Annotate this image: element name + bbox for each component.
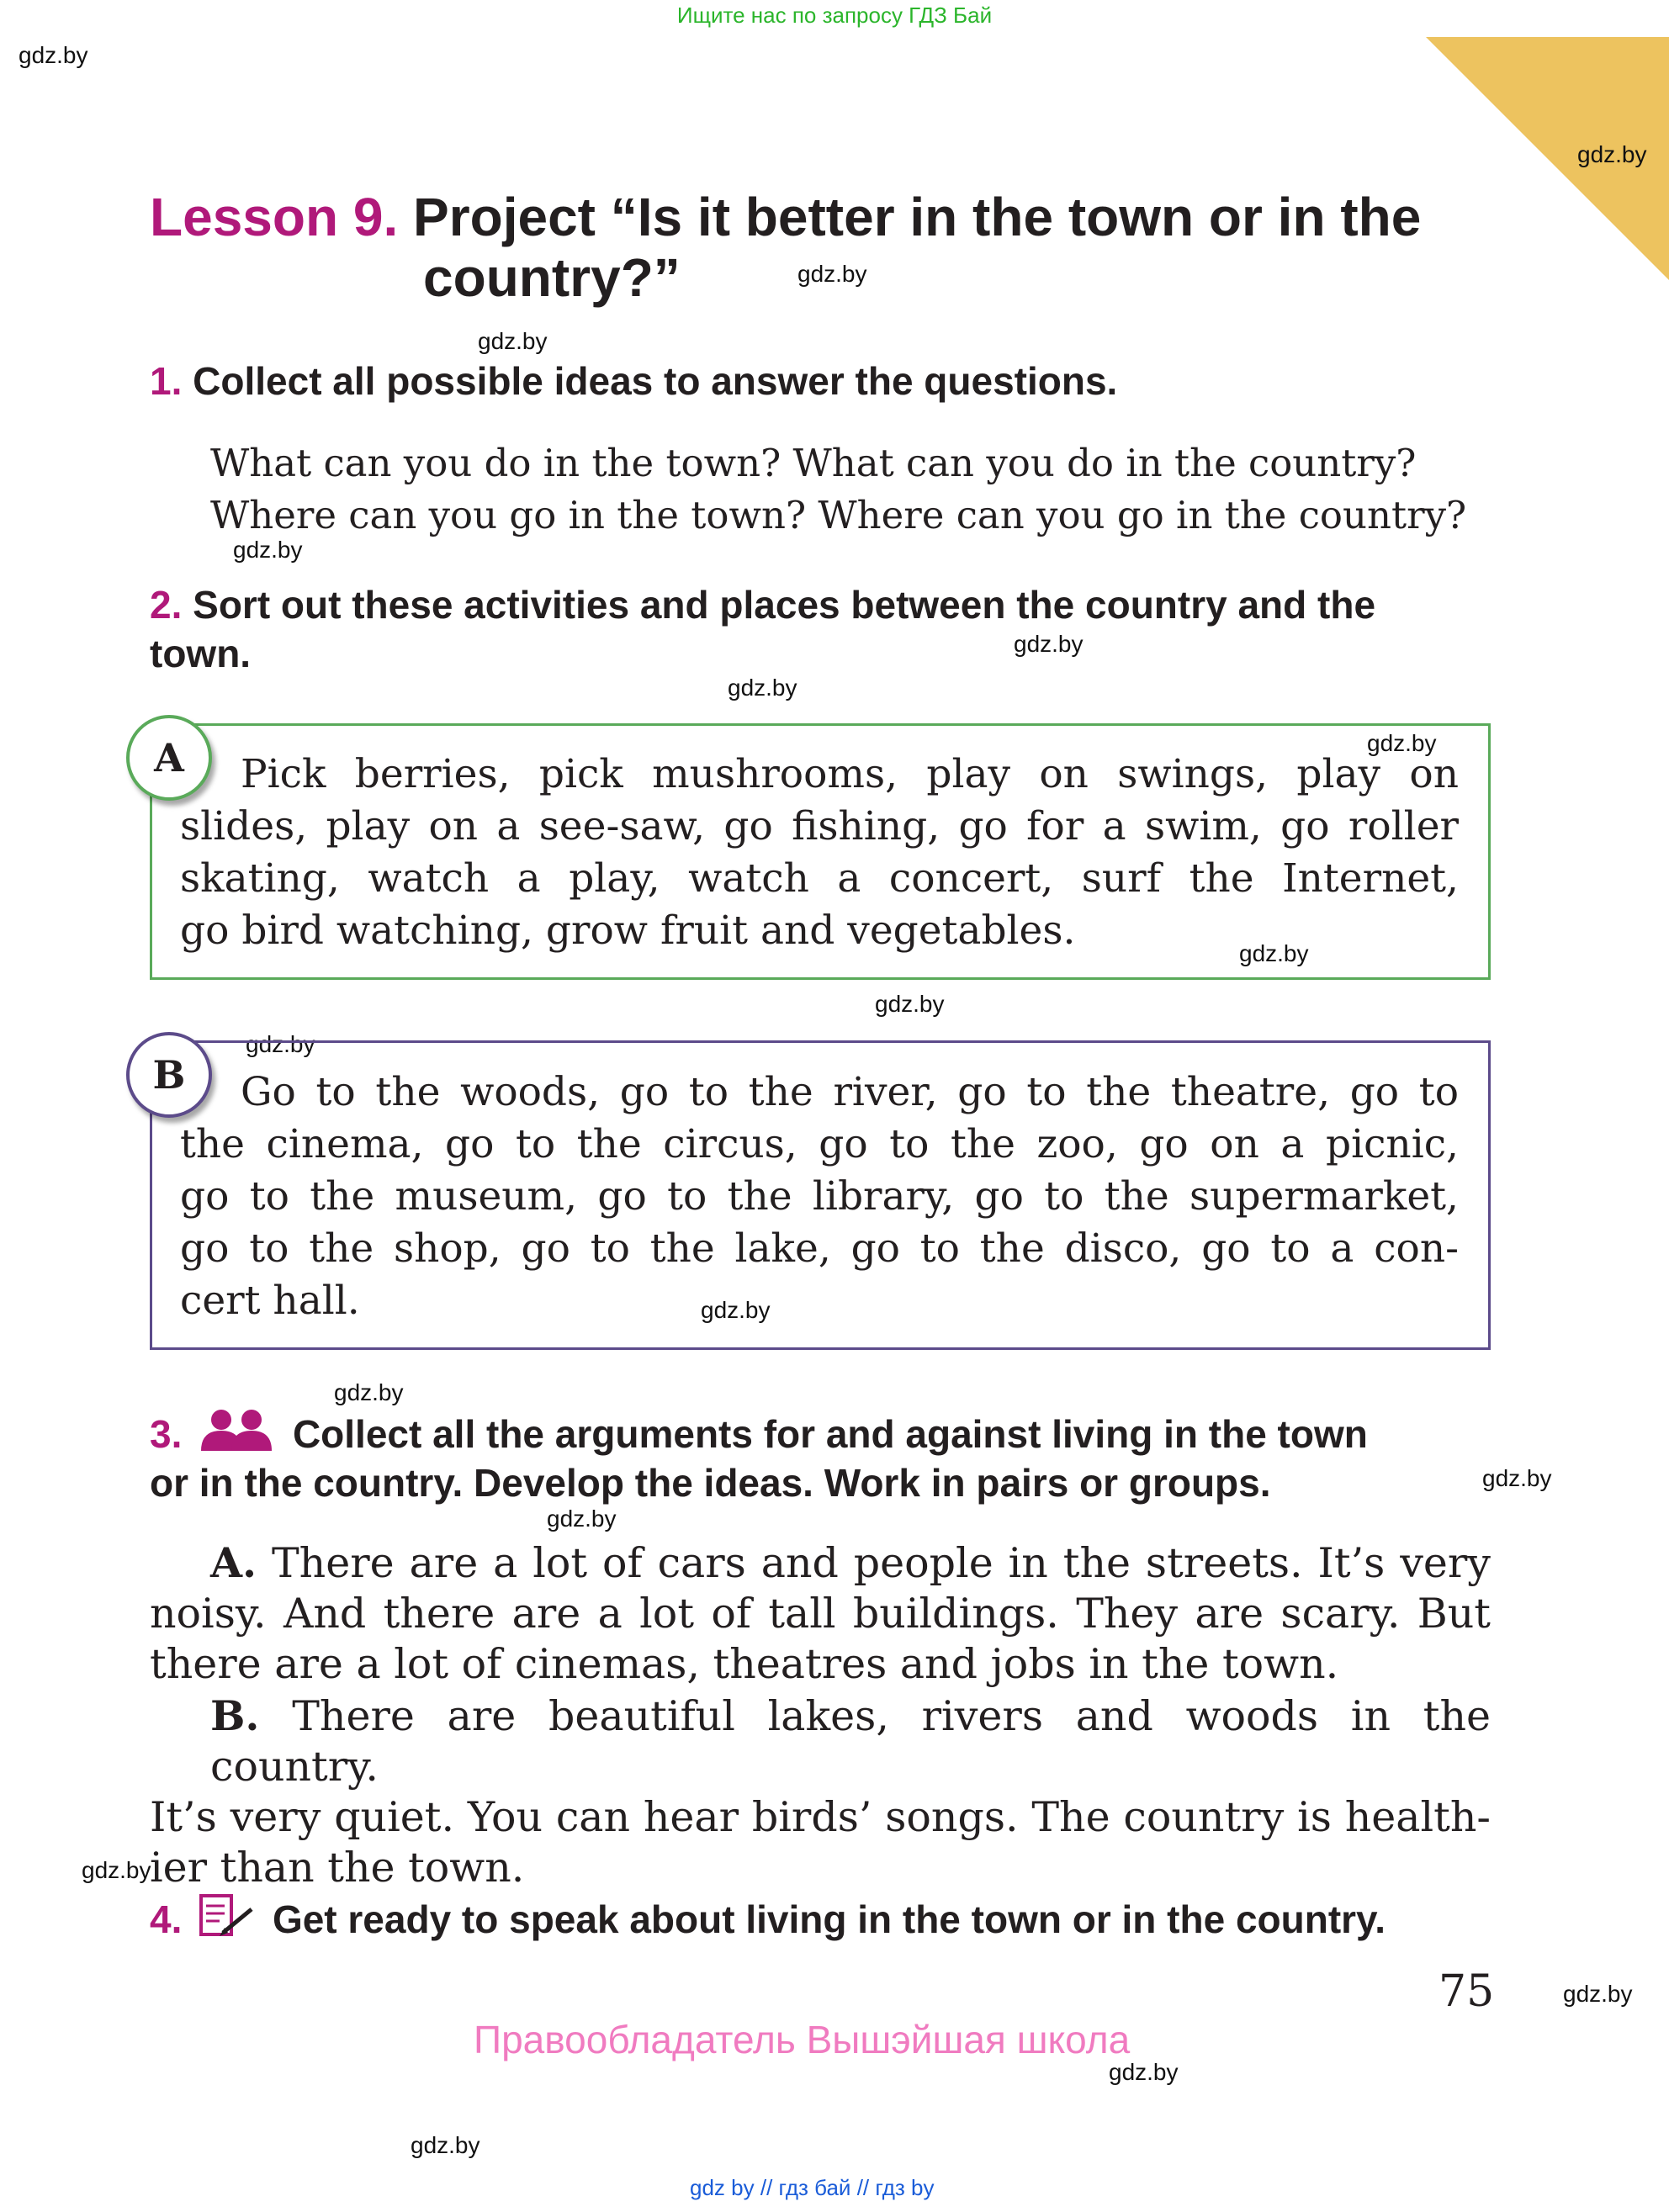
watermark: gdz.by — [1109, 2059, 1179, 2085]
watermark: gdz.by — [478, 328, 548, 354]
title-line-2: country?” — [423, 247, 681, 308]
lesson-number: Lesson 9. — [150, 187, 399, 247]
watermark: gdz.by — [1482, 1465, 1552, 1491]
argument-a — [150, 1537, 1491, 1690]
task-3-line-1: Collect all the arguments for and against living in the town — [292, 1412, 1368, 1456]
footer-separator: // — [856, 2175, 870, 2200]
task-3-heading — [150, 1409, 1491, 1507]
watermark: gdz.by — [334, 1379, 404, 1405]
argument-a-line: There are a lot of cars and people in the streets. It’s very — [272, 1539, 1491, 1587]
pair-work-icon — [199, 1409, 275, 1453]
footer-separator: // — [760, 2175, 773, 2200]
footer-link[interactable]: гдз бай — [778, 2175, 851, 2200]
box-b-badge: B — [126, 1032, 212, 1118]
watermark: gdz.by — [233, 537, 303, 563]
watermark: gdz.by — [701, 1297, 771, 1323]
watermark: gdz.by — [875, 991, 945, 1017]
copyright-notice: Правообладатель Вышэйшая школа — [474, 2018, 1131, 2061]
task-number: 3. — [150, 1412, 183, 1456]
watermark: gdz.by — [1367, 730, 1437, 756]
task-4-text: Get ready to speak about living in the town or in the country. — [272, 1897, 1386, 1941]
page-title — [150, 187, 1421, 247]
box-b-line: go to the museum, go to the library, go to the supermarket, — [180, 1173, 1459, 1220]
argument-b-label: B. — [210, 1691, 260, 1740]
question-line: What can you do in the town? What can you do in the country? — [210, 441, 1417, 485]
search-hint[interactable]: Ищите нас по запросу ГДЗ Бай — [676, 3, 993, 28]
watermark: gdz.by — [19, 42, 88, 68]
writing-icon — [198, 1892, 257, 1939]
argument-b-line: It’s very quiet. You can hear birds’ songs. The country is health- — [150, 1793, 1491, 1841]
task-1-text: Collect all possible ideas to answer the questions. — [193, 359, 1118, 403]
box-a-line: slides, play on a see-saw, go fishing, go for a swim, go roller — [180, 803, 1459, 849]
box-b-text — [180, 1066, 1459, 1327]
argument-b-line: ier than the town. — [150, 1844, 525, 1892]
box-b-line: the cinema, go to the circus, go to the zoo, go on a picnic, — [180, 1121, 1459, 1167]
task-1-questions — [210, 437, 1489, 542]
watermark: gdz.by — [1014, 631, 1084, 657]
watermark: gdz.by — [797, 261, 867, 287]
watermark: gdz.by — [1577, 141, 1647, 167]
argument-b-line: There are beautiful lakes, rivers and woods in the country. — [210, 1692, 1492, 1791]
footer-link[interactable]: гдз by — [875, 2175, 935, 2200]
task-1-heading — [150, 357, 1117, 405]
argument-a-line: there are a lot of cinemas, theatres and jobs in the town. — [150, 1640, 1339, 1688]
footer-links — [690, 2175, 934, 2201]
footer-link[interactable]: gdz by — [690, 2175, 755, 2200]
watermark: gdz.by — [246, 1031, 315, 1057]
box-a-text — [180, 749, 1459, 957]
task-number: 1. — [150, 359, 183, 403]
watermark: gdz.by — [411, 2132, 480, 2158]
box-a-line: Pick berries, pick mushrooms, play on swings, play on — [241, 751, 1459, 797]
task-2-line-2: town. — [150, 632, 252, 675]
argument-a-label: A. — [210, 1538, 257, 1587]
title-line-1: Project “Is it better in the town or in the — [413, 187, 1422, 247]
box-a-badge: A — [126, 715, 212, 801]
page-number: 75 — [1439, 1966, 1495, 2017]
watermark: gdz.by — [1563, 1981, 1633, 2007]
watermark: gdz.by — [82, 1857, 151, 1883]
watermark: gdz.by — [728, 675, 797, 701]
task-2-line-1: Sort out these activities and places between the country and the — [193, 583, 1376, 627]
watermark: gdz.by — [547, 1506, 617, 1532]
task-3-line-2: or in the country. Develop the ideas. Work in pairs or groups. — [150, 1461, 1271, 1505]
box-b-line: go to the shop, go to the lake, go to the disco, go to a con- — [180, 1225, 1459, 1272]
watermark: gdz.by — [1239, 940, 1309, 966]
question-line: Where can you go in the town? Where can you go in the country? — [210, 493, 1467, 537]
argument-b — [150, 1691, 1491, 1893]
task-2-heading — [150, 580, 1491, 678]
box-b-line: Go to the woods, go to the river, go to the theatre, go to — [241, 1069, 1459, 1115]
box-a-line: go bird watching, grow fruit and vegetables. — [180, 908, 1076, 954]
task-4-heading — [150, 1892, 1386, 1944]
task-number: 2. — [150, 583, 183, 627]
box-a-line: skating, watch a play, watch a concert, surf the Internet, — [180, 855, 1459, 902]
task-number: 4. — [150, 1897, 183, 1941]
argument-a-line: noisy. And there are a lot of tall buildings. They are scary. But — [150, 1590, 1491, 1638]
box-b-line: cert hall. — [180, 1278, 360, 1324]
